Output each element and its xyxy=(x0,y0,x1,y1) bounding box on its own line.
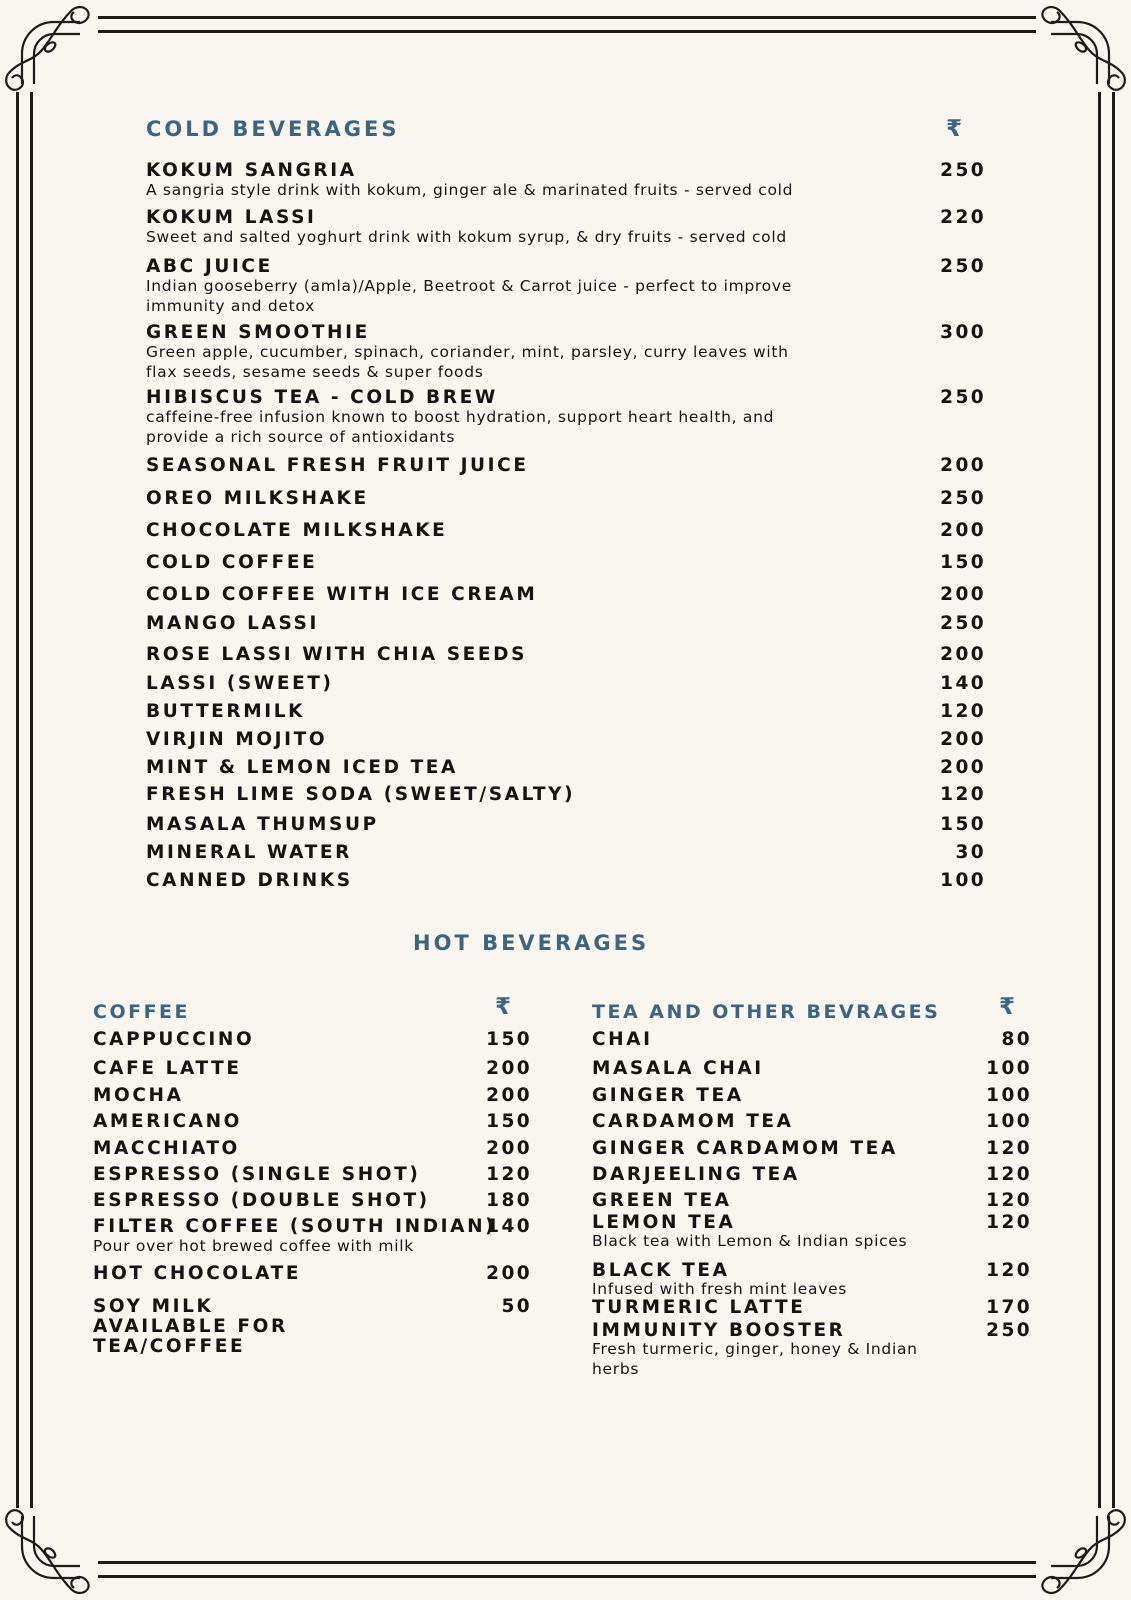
cold-item-description: immunity and detox xyxy=(146,297,315,315)
cold-item-description: flax seeds, sesame seeds & super foods xyxy=(146,363,484,381)
cold-item-description: Green apple, cucumber, spinach, coriander, mint, parsley, curry leaves with xyxy=(146,343,789,361)
cold-item-price: 250 xyxy=(940,387,986,408)
frame-right-line-inner xyxy=(1098,92,1101,1508)
frame-top-line-inner xyxy=(98,30,1036,33)
coffee-item-price: 50 xyxy=(501,1296,532,1317)
coffee-item-price: 200 xyxy=(486,1085,532,1106)
tea-item-price: 120 xyxy=(986,1190,1032,1211)
tea-item-name: LEMON TEA xyxy=(592,1212,736,1233)
cold-item-name: ABC JUICE xyxy=(146,256,273,277)
coffee-item-name: HOT CHOCOLATE xyxy=(93,1263,302,1284)
cold-item-price: 30 xyxy=(955,842,986,863)
cold-item-name: MANGO LASSI xyxy=(146,613,319,634)
coffee-item-name: AMERICANO xyxy=(93,1111,242,1132)
cold-item-price: 250 xyxy=(940,613,986,634)
coffee-item-price: 150 xyxy=(486,1111,532,1132)
tea-item-name: GREEN TEA xyxy=(592,1190,732,1211)
cold-item-name: COLD COFFEE WITH ICE CREAM xyxy=(146,584,538,605)
cold-item-name: OREO MILKSHAKE xyxy=(146,488,369,509)
corner-ornament-top-left xyxy=(2,2,98,98)
coffee-item-name: CAPPUCCINO xyxy=(93,1029,255,1050)
cold-item-price: 100 xyxy=(940,870,986,891)
cold-currency-symbol: ₹ xyxy=(946,116,963,142)
corner-ornament-bottom-left xyxy=(2,1502,98,1598)
cold-item-price: 300 xyxy=(940,322,986,343)
tea-item-name: GINGER TEA xyxy=(592,1085,744,1106)
coffee-item-name: MOCHA xyxy=(93,1085,184,1106)
coffee-section-title: COFFEE xyxy=(93,1001,191,1023)
tea-item-name: BLACK TEA xyxy=(592,1260,730,1281)
coffee-item-price: 120 xyxy=(486,1164,532,1185)
cold-item-name: MASALA THUMSUP xyxy=(146,814,379,835)
cold-item-description: Sweet and salted yoghurt drink with kokum syrup, & dry fruits - served cold xyxy=(146,228,787,246)
tea-item-description: Fresh turmeric, ginger, honey & Indian xyxy=(592,1340,918,1358)
cold-item-price: 200 xyxy=(940,729,986,750)
tea-item-price: 100 xyxy=(986,1085,1032,1106)
tea-currency-symbol: ₹ xyxy=(999,994,1016,1020)
tea-item-description: Infused with fresh mint leaves xyxy=(592,1280,848,1298)
tea-item-price: 120 xyxy=(986,1138,1032,1159)
tea-item-price: 80 xyxy=(1001,1029,1032,1050)
cold-item-description: Indian gooseberry (amla)/Apple, Beetroot & Carrot juice - perfect to improve xyxy=(146,277,792,295)
cold-item-price: 250 xyxy=(940,160,986,181)
frame-right-line-outer xyxy=(1112,92,1115,1508)
cold-item-description: caffeine-free infusion known to boost hydration, support heart health, and xyxy=(146,408,775,426)
tea-item-price: 120 xyxy=(986,1212,1032,1233)
coffee-item-name: AVAILABLE FOR xyxy=(93,1316,288,1337)
tea-item-description: Black tea with Lemon & Indian spices xyxy=(592,1232,908,1250)
coffee-item-name: TEA/COFFEE xyxy=(93,1336,246,1357)
frame-left-line-inner xyxy=(30,92,33,1508)
coffee-item-price: 200 xyxy=(486,1138,532,1159)
coffee-item-name: CAFE LATTE xyxy=(93,1058,242,1079)
tea-item-name: IMMUNITY BOOSTER xyxy=(592,1320,846,1341)
cold-item-name: LASSI (SWEET) xyxy=(146,673,334,694)
frame-bottom-line-outer xyxy=(98,1575,1036,1578)
cold-item-name: FRESH LIME SODA (SWEET/SALTY) xyxy=(146,784,576,805)
frame-bottom-line-inner xyxy=(98,1561,1036,1564)
tea-item-name: CARDAMOM TEA xyxy=(592,1111,794,1132)
cold-item-price: 250 xyxy=(940,256,986,277)
corner-ornament-bottom-right xyxy=(1033,1502,1129,1598)
tea-item-price: 170 xyxy=(986,1297,1032,1318)
cold-item-price: 220 xyxy=(940,207,986,228)
coffee-item-price: 150 xyxy=(486,1029,532,1050)
cold-item-price: 200 xyxy=(940,455,986,476)
tea-item-name: MASALA CHAI xyxy=(592,1058,764,1079)
cold-item-name: VIRJIN MOJITO xyxy=(146,729,328,750)
cold-item-price: 150 xyxy=(940,552,986,573)
cold-item-price: 120 xyxy=(940,701,986,722)
tea-item-price: 100 xyxy=(986,1058,1032,1079)
tea-item-price: 120 xyxy=(986,1164,1032,1185)
tea-item-name: DARJEELING TEA xyxy=(592,1164,800,1185)
cold-item-price: 140 xyxy=(940,673,986,694)
cold-item-name: CANNED DRINKS xyxy=(146,870,353,891)
coffee-item-description: Pour over hot brewed coffee with milk xyxy=(93,1237,414,1255)
tea-item-price: 120 xyxy=(986,1260,1032,1281)
coffee-item-name: MACCHIATO xyxy=(93,1138,240,1159)
frame-top-line-outer xyxy=(98,16,1036,19)
cold-item-name: COLD COFFEE xyxy=(146,552,318,573)
tea-item-description: herbs xyxy=(592,1360,640,1378)
tea-item-price: 250 xyxy=(986,1320,1032,1341)
cold-item-name: KOKUM LASSI xyxy=(146,207,317,228)
coffee-item-name: SOY MILK xyxy=(93,1296,214,1317)
coffee-currency-symbol: ₹ xyxy=(495,994,512,1020)
cold-item-name: SEASONAL FRESH FRUIT JUICE xyxy=(146,455,529,476)
cold-item-name: MINERAL WATER xyxy=(146,842,352,863)
coffee-item-name: ESPRESSO (DOUBLE SHOT) xyxy=(93,1190,430,1211)
corner-ornament-top-right xyxy=(1033,2,1129,98)
cold-beverages-title: COLD BEVERAGES xyxy=(146,117,400,141)
tea-item-name: TURMERIC LATTE xyxy=(592,1297,806,1318)
coffee-item-name: FILTER COFFEE (SOUTH INDIAN) xyxy=(93,1216,497,1237)
cold-item-name: HIBISCUS TEA - COLD BREW xyxy=(146,387,498,408)
cold-item-name: ROSE LASSI WITH CHIA SEEDS xyxy=(146,644,528,665)
coffee-item-price: 200 xyxy=(486,1263,532,1284)
cold-item-price: 250 xyxy=(940,488,986,509)
coffee-item-price: 180 xyxy=(486,1190,532,1211)
hot-beverages-title: HOT BEVERAGES xyxy=(413,931,650,955)
cold-item-price: 150 xyxy=(940,814,986,835)
cold-item-price: 120 xyxy=(940,784,986,805)
tea-item-name: GINGER CARDAMOM TEA xyxy=(592,1138,898,1159)
cold-item-name: MINT & LEMON ICED TEA xyxy=(146,757,458,778)
cold-item-name: CHOCOLATE MILKSHAKE xyxy=(146,520,448,541)
cold-item-name: BUTTERMILK xyxy=(146,701,306,722)
cold-item-description: A sangria style drink with kokum, ginger ale & marinated fruits - served cold xyxy=(146,181,794,199)
tea-item-price: 100 xyxy=(986,1111,1032,1132)
cold-item-price: 200 xyxy=(940,644,986,665)
coffee-item-price: 140 xyxy=(486,1216,532,1237)
cold-item-price: 200 xyxy=(940,584,986,605)
tea-section-title: TEA AND OTHER BEVRAGES xyxy=(592,1001,941,1023)
cold-item-price: 200 xyxy=(940,757,986,778)
tea-item-name: CHAI xyxy=(592,1029,653,1050)
frame-left-line-outer xyxy=(16,92,19,1508)
coffee-item-name: ESPRESSO (SINGLE SHOT) xyxy=(93,1164,421,1185)
coffee-item-price: 200 xyxy=(486,1058,532,1079)
cold-item-description: provide a rich source of antioxidants xyxy=(146,428,456,446)
cold-item-price: 200 xyxy=(940,520,986,541)
cold-item-name: KOKUM SANGRIA xyxy=(146,160,357,181)
cold-item-name: GREEN SMOOTHIE xyxy=(146,322,370,343)
